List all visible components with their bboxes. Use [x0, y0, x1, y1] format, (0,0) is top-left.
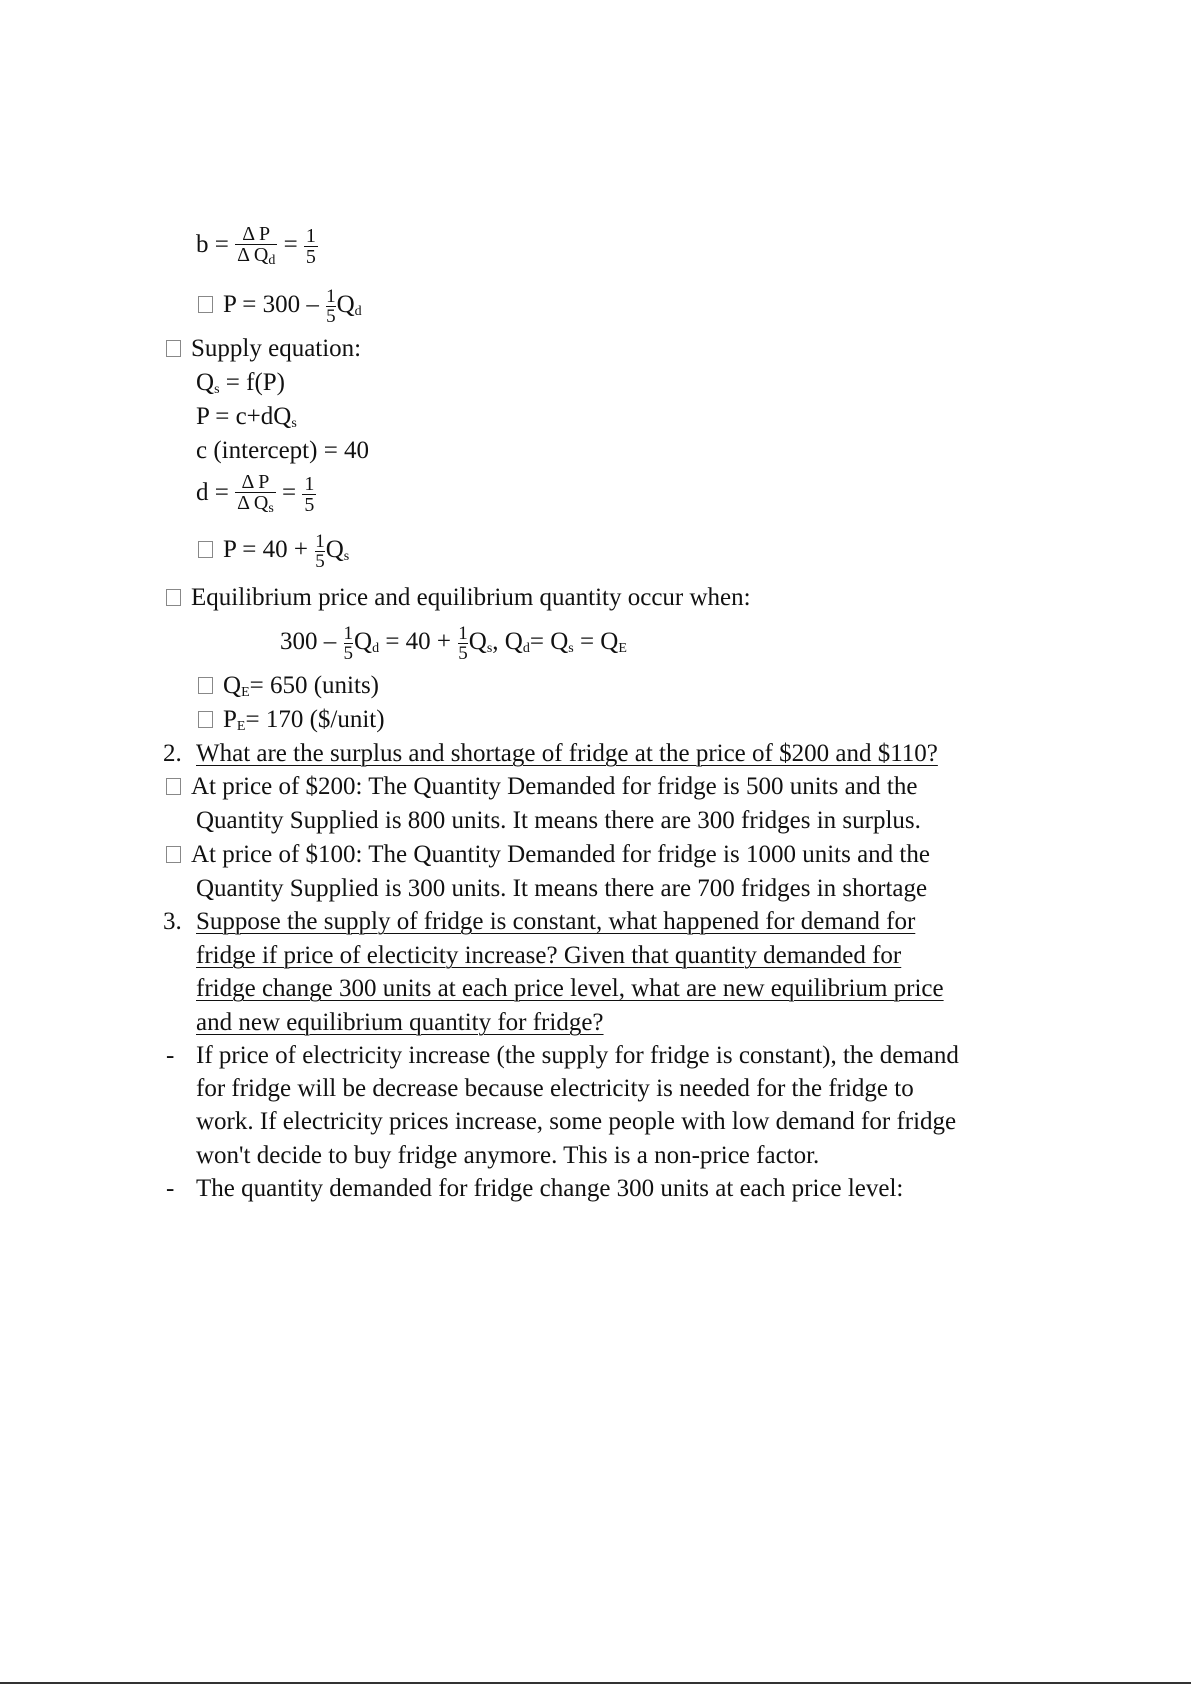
question-2-number: 2.	[163, 740, 182, 767]
supply-function: $Q_s = f(P)$	[196, 369, 285, 397]
answer-3-p1-line3: work. If electricity prices increase, some people with low demand for fridge	[196, 1108, 957, 1135]
equilibrium-heading: Equilibrium price and equilibrium quantity occur when:	[166, 583, 751, 613]
dash-bullet: -	[166, 1175, 175, 1202]
bullet-checkbox-icon	[198, 296, 213, 313]
demand-coefficient-fraction: $\frac{1}{5}$	[326, 285, 336, 327]
bullet-checkbox-icon	[166, 846, 181, 863]
bullet-checkbox-icon	[166, 589, 181, 606]
equilibrium-price: $P_E= 170$ ($/unit)	[198, 705, 385, 742]
answer-3-p1-line2: for fridge will be decrease because electricity is needed for the fridge to	[196, 1075, 914, 1102]
page-footer-rule	[0, 1682, 1191, 1684]
bullet-checkbox-icon	[198, 677, 213, 694]
supply-form: $P = c+dQ_s$	[196, 403, 297, 431]
question-3-line3: fridge change 300 units at each price level, what are new equilibrium price	[196, 975, 944, 1002]
answer-2a-line2: Quantity Supplied is 800 units. It means there are 300 fridges in surplus.	[196, 807, 921, 834]
answer-2b-line1: At price of $100: The Quantity Demanded for fridge is 1000 units and the	[166, 840, 930, 870]
question-3-number: 3.	[163, 908, 182, 935]
dash-bullet: -	[166, 1042, 175, 1069]
demand-slope-formula: b = $\frac{\text{Δ P}}{\Delta Q_d}$ = $\frac{1}{5}$	[196, 223, 316, 269]
answer-2b-line2: Quantity Supplied is 300 units. It means there are 700 fridges in shortage	[196, 875, 928, 902]
demand-equation: P = 300 – $\frac{1}{5}$ $Q_d$	[198, 285, 362, 332]
supply-heading: Supply equation:	[166, 334, 361, 364]
equilibrium-equation: 300 – $\frac{1}{5}$ $Q_d = 40$ + $\frac{1}{5}$ $Q_s$, $Q_d= Q_s = Q_E$	[280, 622, 627, 664]
answer-2a-line1: At price of $200: The Quantity Demanded for fridge is 500 units and the	[166, 772, 917, 802]
question-3-line2: fridge if price of electicity increase? Given that quantity demanded for	[196, 942, 902, 969]
supply-slope-fraction: $\frac{\text{Δ P}}{\Delta Q_s}$	[237, 471, 274, 517]
supply-slope-formula: d = $\frac{\text{Δ P}}{\Delta Q_s}$ = $\frac{1}{5}$	[196, 471, 315, 517]
question-3-line4: and new equilibrium quantity for fridge?	[196, 1009, 604, 1036]
answer-3-p1-line1: If price of electricity increase (the supply for fridge is constant), the demand	[196, 1042, 959, 1069]
slope-fraction: $\frac{\text{Δ P}}{\Delta Q_d}$	[237, 223, 276, 269]
bullet-checkbox-icon	[166, 340, 181, 357]
bullet-checkbox-icon	[166, 778, 181, 795]
equilibrium-quantity: $Q_E= 650$ (units)	[198, 671, 379, 708]
supply-equation: P = 40 + $\frac{1}{5}$ $Q_s$	[198, 530, 349, 577]
slope-lhs: b =	[196, 231, 229, 258]
bullet-checkbox-icon	[198, 541, 213, 558]
supply-coefficient-fraction: $\frac{1}{5}$	[315, 530, 325, 572]
slope-value-fraction: $\frac{1}{5}$	[305, 224, 316, 268]
supply-intercept: c (intercept) = 40	[196, 437, 370, 464]
answer-3-p2-line1: The quantity demanded for fridge change 300 units at each price level:	[196, 1175, 904, 1202]
bullet-checkbox-icon	[198, 711, 213, 728]
question-3-line1: Suppose the supply of fridge is constant, what happened for demand for	[196, 908, 916, 935]
answer-3-p1-line4: won't decide to buy fridge anymore. This is a non-price factor.	[196, 1142, 820, 1169]
supply-slope-value-fraction: $\frac{1}{5}$	[304, 472, 315, 516]
question-2-text: What are the surplus and shortage of fridge at the price of $200 and $110?	[196, 740, 938, 767]
